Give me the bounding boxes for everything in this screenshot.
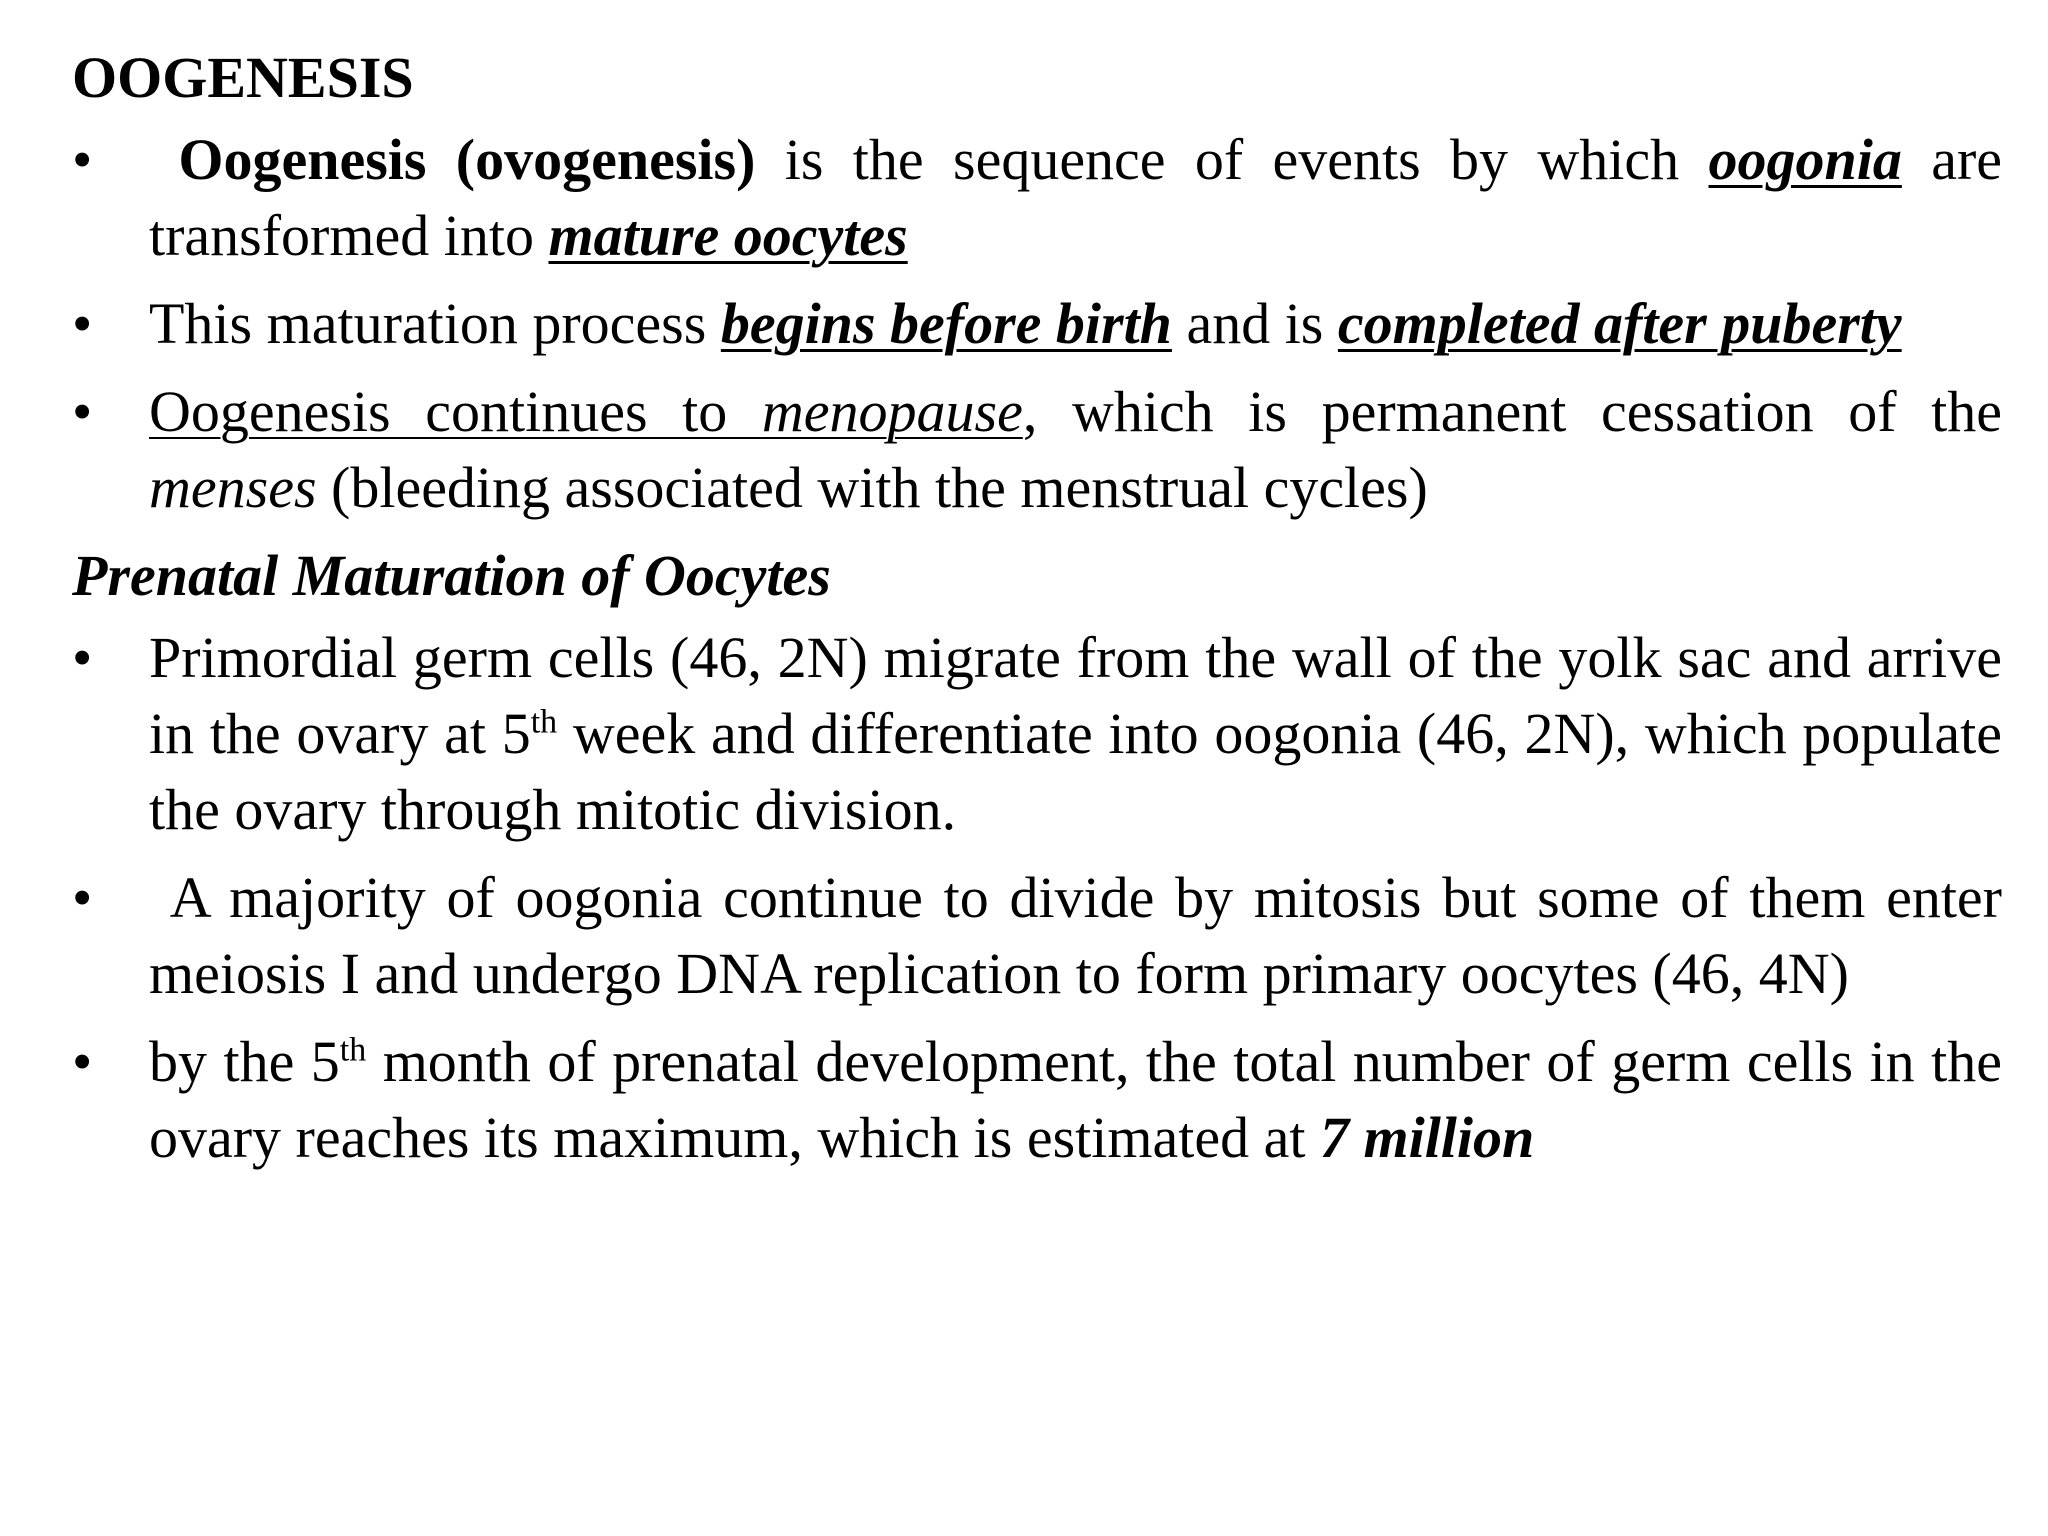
text-segment: Oogenesis continues to [149, 379, 762, 444]
emphasis-begins-before-birth: begins before birth [720, 291, 1172, 356]
superscript: th [339, 1031, 367, 1069]
term-menses: menses [149, 455, 317, 520]
prenatal-bullet-list [72, 620, 2002, 1176]
bullet-icon: • [72, 1029, 93, 1094]
text-segment: (bleeding associated with the menstrual cycles) [316, 455, 1428, 520]
text-segment: A majority of oogonia continue to divide by mitosis but some of them enter meiosis I and undergo DNA replication to form primary oocytes (46, 4N) [149, 865, 2002, 1006]
underlined-text [149, 379, 1023, 444]
intro-bullet-list [72, 122, 2002, 526]
list-item [72, 374, 2002, 526]
superscript: th [530, 703, 558, 741]
bullet-icon: • [72, 127, 93, 192]
bullet-icon: • [72, 379, 93, 444]
text-segment: , which is permanent cessation of the [1022, 379, 2002, 444]
text-segment: week and differentiate into oogonia (46, 2N), which populate the ovary through mitotic division. [149, 701, 2003, 842]
term-oogenesis: Oogenesis (ovogenesis) [178, 127, 756, 192]
text-segment: This maturation process [149, 291, 721, 356]
page-title: OOGENESIS [72, 45, 414, 110]
list-item [72, 122, 2002, 274]
text-segment: Primordial germ cells (46, 2N) migrate from the wall of the yolk sac and arrive in the ovary at 5 [149, 625, 2002, 766]
text-segment: are transformed into [149, 127, 2002, 268]
emphasis-7-million: 7 million [1319, 1105, 1535, 1170]
section-title: Prenatal Maturation of Oocytes [72, 543, 831, 608]
list-item [72, 620, 2002, 848]
term-menopause: menopause [761, 379, 1023, 444]
emphasis-completed-after-puberty: completed after puberty [1337, 291, 1902, 356]
list-item [72, 286, 2002, 362]
list-item [72, 1024, 2002, 1176]
slide-content [72, 40, 2002, 1188]
bullet-icon: • [72, 625, 93, 690]
bullet-icon: • [72, 291, 93, 356]
bullet-icon: • [72, 865, 93, 930]
emphasis-mature-oocytes: mature oocytes [548, 203, 908, 268]
emphasis-oogonia: oogonia [1708, 127, 1902, 192]
list-item [72, 860, 2002, 1012]
text-segment: month of prenatal development, the total number of germ cells in the ovary reaches its maximum, which is estimated at [149, 1029, 2002, 1170]
text-segment: by the 5 [149, 1029, 340, 1094]
text-segment: is the sequence of events by which [755, 127, 1709, 192]
text-segment: and is [1171, 291, 1338, 356]
